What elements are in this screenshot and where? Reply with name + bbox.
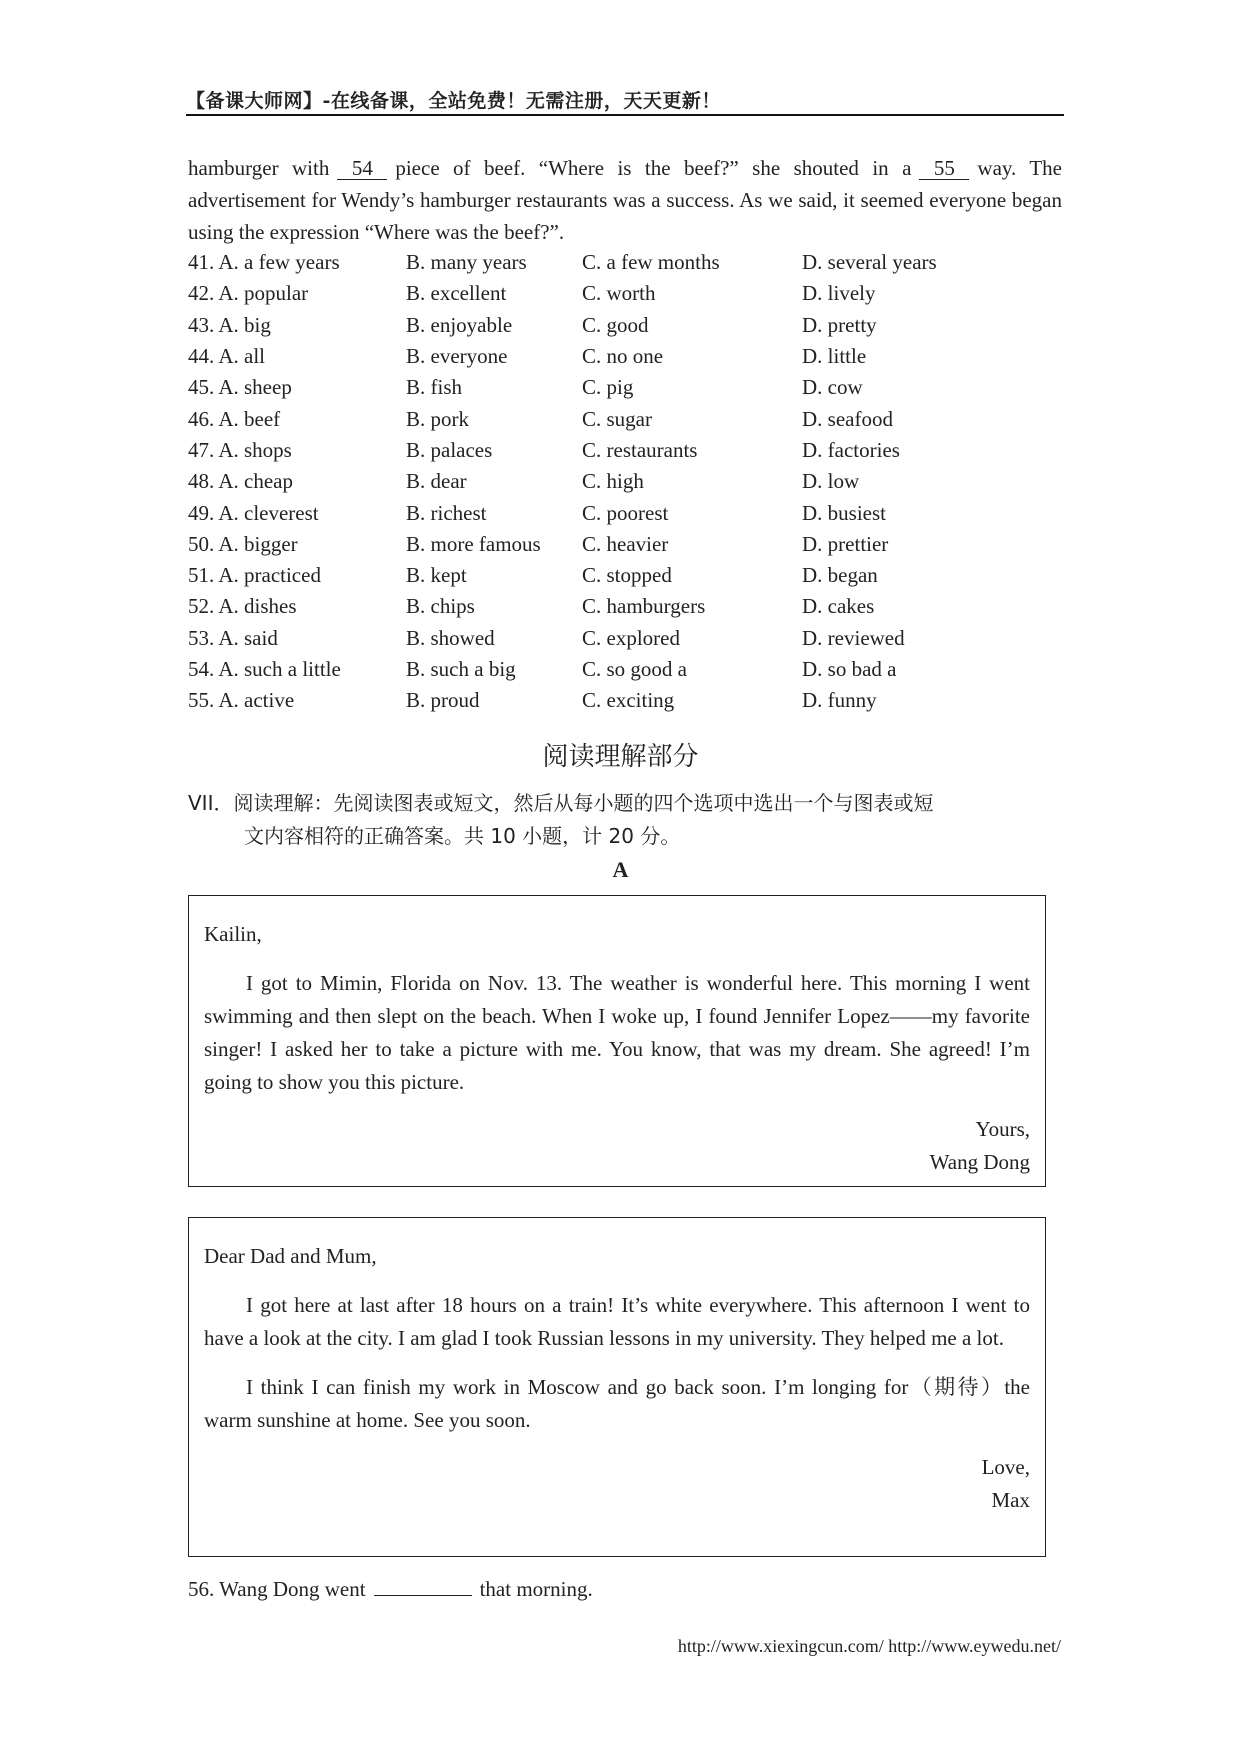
passage-text-3: way. The advertisement for Wendy’s hamburger restaurants was a success. As we said, it seemed everyone began using the expression “Where was the beef?”. [188, 156, 1062, 244]
letter-box-2 [188, 1217, 1046, 1557]
option-d: D. cow [802, 375, 863, 400]
option-b: B. many years [406, 250, 527, 275]
option-c: C. stopped [582, 563, 672, 588]
option-d: D. little [802, 344, 867, 369]
footer-urls: http://www.xiexingcun.com/ http://www.eywedu.net/ [677, 1636, 1061, 1656]
option-b: B. showed [406, 625, 495, 650]
option-b: B. enjoyable [406, 312, 513, 337]
option-a: 48. A. cheap [188, 469, 293, 494]
instructions-line-1: VII．阅读理解：先阅读图表或短文，然后从每小题的四个选项中选出一个与图表或短 [188, 791, 934, 815]
option-c: C. heavier [582, 531, 669, 556]
option-a: 46. A. beef [188, 406, 281, 431]
option-b: B. everyone [406, 344, 508, 369]
question-row [188, 310, 1048, 341]
option-c: C. high [582, 469, 644, 494]
option-d: D. began [802, 563, 878, 588]
option-a: 43. A. big [188, 312, 271, 337]
option-c: C. exciting [582, 688, 675, 713]
question-row [188, 247, 1048, 278]
option-b: B. excellent [406, 281, 507, 306]
question-row [188, 435, 1048, 466]
option-c: C. good [582, 312, 649, 337]
option-a: 51. A. practiced [188, 563, 321, 588]
option-c: C. hamburgers [582, 594, 706, 619]
option-a: 50. A. bigger [188, 531, 298, 556]
option-b: B. kept [406, 563, 467, 588]
option-d: D. prettier [802, 531, 889, 556]
part-a-heading: A [612, 857, 629, 882]
page-header: 【备课大师网】-在线备课，全站免费！无需注册，天天更新！ [186, 90, 721, 112]
option-b: B. fish [406, 375, 463, 400]
letter1-greeting: Kailin, [204, 922, 262, 946]
option-b: B. chips [406, 594, 475, 619]
passage-text-2: piece of beef. “Where is the beef?” she shouted in a [395, 156, 912, 180]
question-row [188, 497, 1048, 528]
option-d: D. seafood [802, 406, 893, 431]
letter2-signature: Max [991, 1488, 1030, 1512]
option-d: D. low [802, 469, 860, 494]
option-a: 44. A. all [188, 344, 265, 369]
option-b: B. more famous [406, 531, 541, 556]
option-d: D. lively [802, 281, 876, 306]
letter1-signature: Wang Dong [929, 1150, 1030, 1174]
option-c: C. pig [582, 375, 634, 400]
instructions-line-2: 文内容相符的正确答案。共 10 小题，计 20 分。 [244, 824, 681, 848]
option-a: 53. A. said [188, 625, 278, 650]
option-a: 54. A. such a little [188, 657, 341, 681]
letter1-closing: Yours, [975, 1117, 1030, 1141]
option-d: D. busiest [802, 500, 886, 525]
question-row [188, 341, 1048, 372]
option-b: B. richest [406, 500, 487, 525]
option-a: 42. A. popular [188, 281, 309, 306]
option-c: C. no one [582, 344, 664, 369]
option-c: C. sugar [582, 406, 652, 431]
letter2-greeting: Dear Dad and Mum, [204, 1244, 377, 1268]
option-d: D. pretty [802, 312, 877, 337]
option-b: B. pork [406, 406, 469, 431]
option-c: C. poorest [582, 500, 669, 525]
option-a: 49. A. cleverest [188, 500, 319, 525]
option-d: D. cakes [802, 594, 875, 619]
question-row [188, 591, 1048, 622]
option-a: 52. A. dishes [188, 594, 297, 619]
passage-text-1: hamburger with [188, 156, 330, 180]
letter2-closing: Love, [981, 1455, 1030, 1479]
question-row [188, 623, 1048, 654]
question-56-answer-blank[interactable] [374, 1577, 472, 1596]
question-row [188, 278, 1048, 309]
option-a: 55. A. active [188, 688, 295, 713]
option-c: C. worth [582, 281, 656, 306]
passage-end-paragraph [188, 152, 1062, 248]
option-d: D. funny [802, 688, 877, 713]
letter2-body-1: I got here at last after 18 hours on a train! It’s white everywhere. This afternoon I went to have a look at the city. I am glad I took Russian lessons in my university. They helped me a lot. [204, 1293, 1030, 1350]
option-c: C. explored [582, 625, 680, 650]
question-56-text-after: that morning. [479, 1577, 593, 1601]
option-b: B. dear [406, 469, 467, 494]
section-title: 阅读理解部分 [542, 742, 699, 772]
letter2-body-2: I think I can finish my work in Moscow and go back soon. I’m longing for（期待）the warm sunshine at home. See you soon. [204, 1375, 1030, 1432]
header-divider [186, 114, 1064, 116]
cloze-options-table [188, 247, 1048, 716]
reading-instructions [188, 787, 1068, 853]
option-a: 47. A. shops [188, 437, 292, 462]
option-c: C. restaurants [582, 437, 698, 462]
question-56 [188, 1577, 593, 1602]
option-d: D. reviewed [802, 625, 905, 650]
question-row [188, 685, 1048, 716]
blank-55: 55 [919, 157, 969, 180]
option-c: C. a few months [582, 250, 720, 275]
option-d: D. several years [802, 250, 937, 275]
question-row [188, 466, 1048, 497]
option-b: B. such a big [406, 657, 516, 681]
option-a: 45. A. sheep [188, 375, 292, 400]
question-row [188, 654, 1048, 685]
option-b: B. proud [406, 688, 480, 713]
option-d: D. so bad a [802, 657, 897, 681]
question-row [188, 529, 1048, 560]
option-a: 41. A. a few years [188, 250, 340, 275]
option-c: C. so good a [582, 657, 687, 681]
option-d: D. factories [802, 437, 900, 462]
question-row [188, 403, 1048, 434]
question-row [188, 560, 1048, 591]
blank-54: 54 [337, 157, 387, 180]
letter-box-1 [188, 895, 1046, 1187]
question-row [188, 372, 1048, 403]
letter1-body: I got to Mimin, Florida on Nov. 13. The weather is wonderful here. This morning I went swimming and then slept on the beach. When I woke up, I found Jennifer Lopez——my favorite singer! I asked her to take a picture with me. You know, that was my dream. She agreed! I’m going to show you this picture. [204, 971, 1030, 1094]
option-b: B. palaces [406, 437, 493, 462]
question-56-text-before: 56. Wang Dong went [188, 1577, 366, 1601]
